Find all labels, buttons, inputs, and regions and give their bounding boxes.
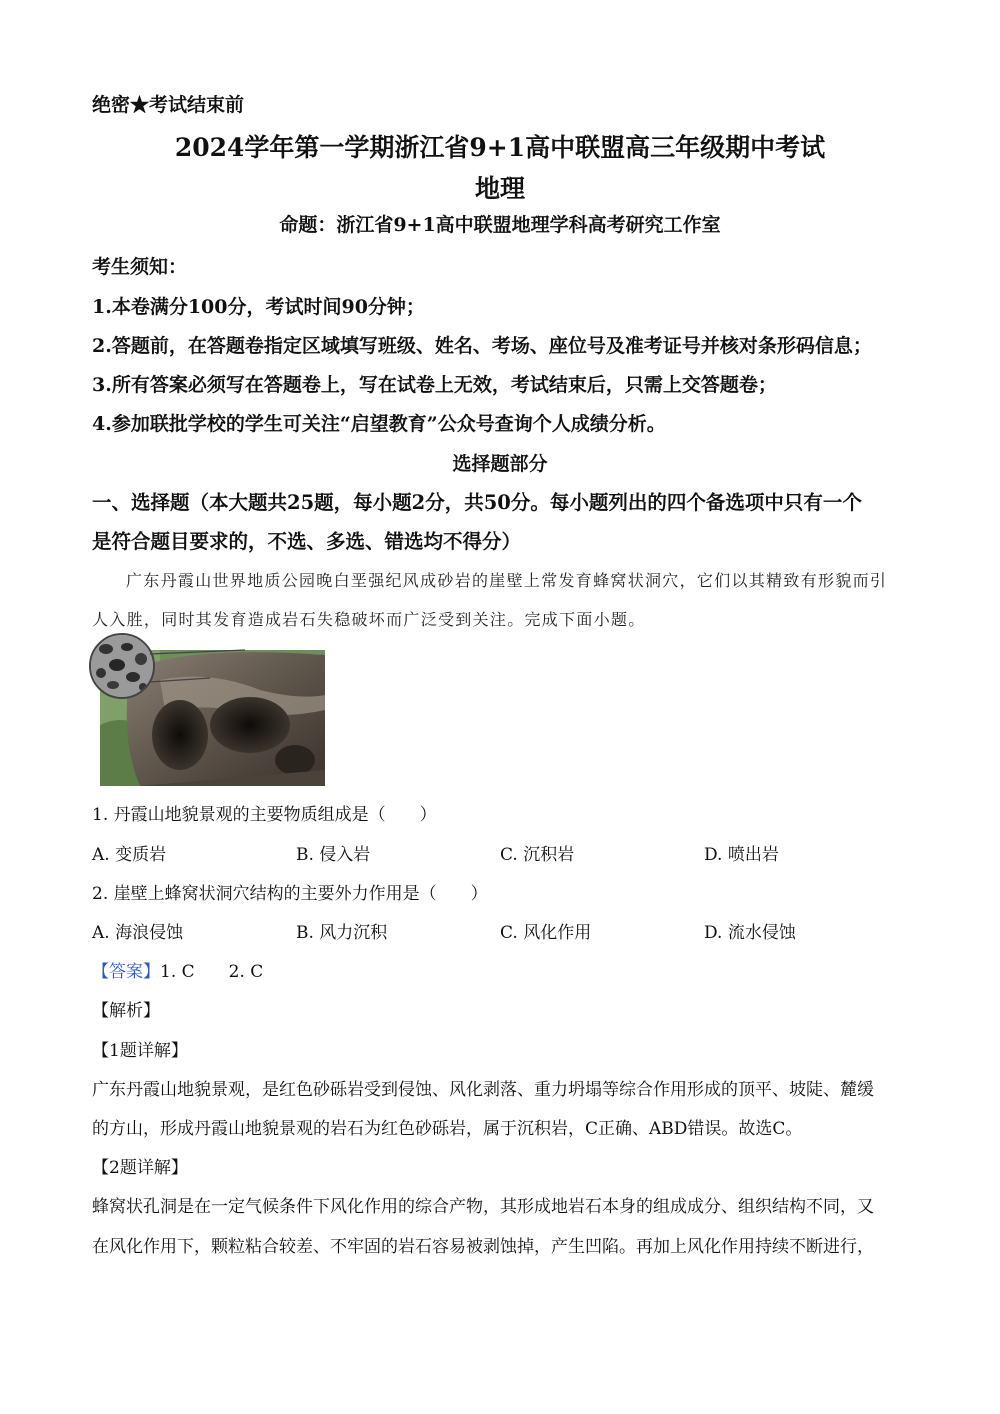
- answer-block: [92, 957, 263, 982]
- q2-option-b: B. 风力沉积: [296, 923, 388, 943]
- mcq-heading-line-1: 一、选择题（本大题共25题，每小题2分，共50分。每小题列出的四个备选项中只有一个: [92, 491, 862, 514]
- q1-detail-label: 【1题详解】: [92, 1041, 188, 1061]
- q2-option-a: A. 海浪侵蚀: [92, 923, 184, 943]
- q2-option-c: C. 风化作用: [500, 923, 592, 943]
- notice-item-3: 3.所有答案必须写在答题卷上，写在试卷上无效，考试结束后，只需上交答题卷；: [92, 374, 777, 396]
- q1-option-c: C. 沉积岩: [500, 845, 575, 865]
- exam-subject: 地理: [474, 174, 525, 203]
- q1-option-b: B. 侵入岩: [296, 845, 371, 865]
- q1-detail-line-2: 的方山，形成丹霞山地貌景观的岩石为红色砂砾岩，属于沉积岩，C正确、ABD错误。故选C。: [92, 1119, 803, 1139]
- question-1-stem: 1. 丹霞山地貌景观的主要物质组成是（ ）: [92, 805, 437, 825]
- inset-pointer-lines: [150, 648, 250, 688]
- mcq-heading-line-2: 是符合题目要求的，不选、多选、错选均不得分）: [92, 530, 522, 553]
- answer-label: 【答案】: [92, 962, 160, 982]
- q1-detail-line-1: 广东丹霞山地貌景观，是红色砂砾岩受到侵蚀、风化剥落、重力坍塌等综合作用形成的顶平、坡陡、麓缓: [92, 1080, 874, 1100]
- section-title: 选择题部分: [452, 453, 548, 475]
- q2-detail-line-1: 蜂窝状孔洞是在一定气候条件下风化作用的综合产物，其形成地岩石本身的组成成分、组织结构不同，又: [92, 1197, 874, 1217]
- q2-option-d: D. 流水侵蚀: [704, 923, 796, 943]
- question-2-stem: 2. 崖壁上蜂窝状洞穴结构的主要外力作用是（ ）: [92, 884, 488, 904]
- honeycomb-closeup-inset: [89, 633, 155, 699]
- exam-author: 命题：浙江省9+1高中联盟地理学科高考研究工作室: [279, 214, 721, 236]
- q1-option-a: A. 变质岩: [92, 845, 167, 865]
- q2-detail-label: 【2题详解】: [92, 1158, 188, 1178]
- analysis-label: 【解析】: [92, 1001, 160, 1021]
- notice-item-1: 1.本卷满分100分，考试时间90分钟；: [92, 296, 425, 318]
- passage-line-2: 人入胜，同时其发育造成岩石失稳破坏而广泛受到关注。完成下面小题。: [92, 610, 646, 629]
- q2-detail-line-2: 在风化作用下，颗粒粘合较差、不牢固的岩石容易被剥蚀掉，产生凹陷。再加上风化作用持续不断进行，: [92, 1237, 874, 1257]
- notice-item-2: 2.答题前，在答题卷指定区域填写班级、姓名、考场、座位号及准考证号并核对条形码信息；: [92, 335, 872, 357]
- exam-title: 2024学年第一学期浙江省9+1高中联盟高三年级期中考试: [174, 133, 826, 162]
- notice-item-4: 4.参加联批学校的学生可关注“启望教育”公众号查询个人成绩分析。: [92, 413, 666, 435]
- passage-line-1: 广东丹霞山世界地质公园晚白垩强纪风成砂岩的崖壁上常发育蜂窝状洞穴，它们以其精致有形貌而引: [126, 571, 888, 590]
- answer-values: 1. C 2. C: [160, 962, 264, 982]
- notice-heading: 考生须知：: [92, 256, 188, 278]
- q1-option-d: D. 喷出岩: [704, 845, 779, 865]
- secret-label: 绝密★考试结束前: [92, 94, 245, 116]
